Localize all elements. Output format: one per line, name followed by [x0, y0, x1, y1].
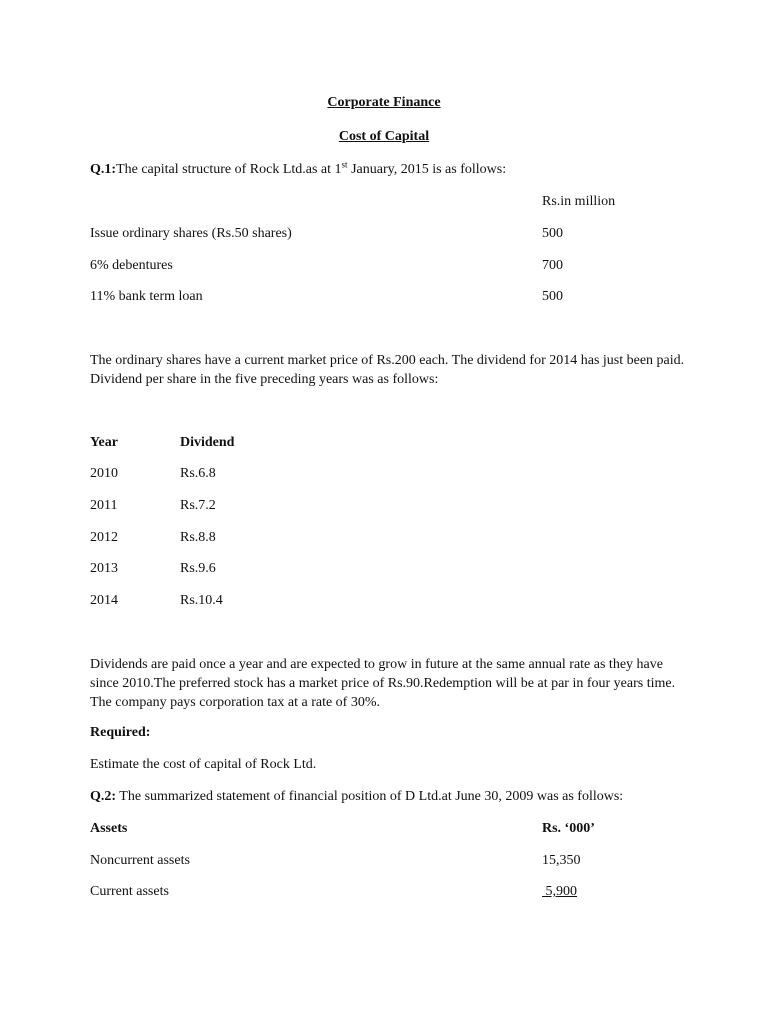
paragraph-line: The company pays corporation tax at a rate of 30%. — [90, 695, 381, 710]
dividend-year: 2010 — [90, 466, 118, 481]
dividend-amount: Rs.6.8 — [180, 466, 216, 481]
asset-value: 5,900 — [542, 884, 577, 899]
dividend-year: 2012 — [90, 530, 118, 545]
structure-item: Issue ordinary shares (Rs.50 shares) — [90, 226, 292, 241]
asset-value: 15,350 — [542, 853, 581, 868]
q1-intro-sup: st — [341, 159, 348, 170]
required-text: Estimate the cost of capital of Rock Ltd. — [90, 757, 317, 772]
dividend-header-dividend: Dividend — [180, 435, 235, 450]
unit-header: Rs.in million — [542, 194, 616, 209]
dividend-year: 2011 — [90, 498, 118, 513]
structure-value: 500 — [542, 289, 563, 304]
amount-header: Rs. ‘000’ — [542, 821, 595, 836]
dividend-year: 2013 — [90, 561, 118, 576]
dividend-amount: Rs.7.2 — [180, 498, 216, 513]
structure-value: 700 — [542, 258, 563, 273]
q2-label: Q.2: — [90, 789, 117, 804]
q1-intro-text-end: January, 2015 is as follows: — [347, 162, 507, 177]
asset-item: Noncurrent assets — [90, 853, 190, 868]
structure-item: 11% bank term loan — [90, 289, 203, 304]
assets-header: Assets — [90, 821, 128, 836]
dividend-amount: Rs.8.8 — [180, 530, 216, 545]
paragraph-share-price — [90, 351, 690, 389]
document-title: Corporate Finance — [327, 95, 441, 110]
q2-intro — [90, 788, 623, 806]
dividend-amount: Rs.10.4 — [180, 593, 223, 608]
document-subtitle: Cost of Capital — [338, 129, 430, 144]
paragraph-line: Dividends are paid once a year and are expected to grow in future at the same annual rate as they have — [90, 657, 663, 672]
paragraph-line: Dividend per share in the five preceding years was as follows: — [90, 372, 439, 387]
dividend-header-year: Year — [90, 435, 118, 450]
q1-intro-text: The capital structure of Rock Ltd.as at 1 — [116, 162, 342, 177]
dividend-year: 2014 — [90, 593, 118, 608]
paragraph-growth — [90, 655, 690, 712]
paragraph-line: The ordinary shares have a current market price of Rs.200 each. The dividend for 2014 has just been paid. — [90, 353, 685, 368]
structure-item: 6% debentures — [90, 258, 173, 273]
q2-intro-text: The summarized statement of financial position of D Ltd.at June 30, 2009 was as follows: — [116, 789, 624, 804]
asset-item: Current assets — [90, 884, 169, 899]
structure-value: 500 — [542, 226, 563, 241]
q1-label: Q.1: — [90, 162, 117, 177]
required-label: Required: — [90, 725, 151, 740]
q1-intro — [90, 161, 506, 179]
dividend-amount: Rs.9.6 — [180, 561, 216, 576]
paragraph-line: since 2010.The preferred stock has a market price of Rs.90.Redemption will be at par in four years time. — [90, 676, 676, 691]
